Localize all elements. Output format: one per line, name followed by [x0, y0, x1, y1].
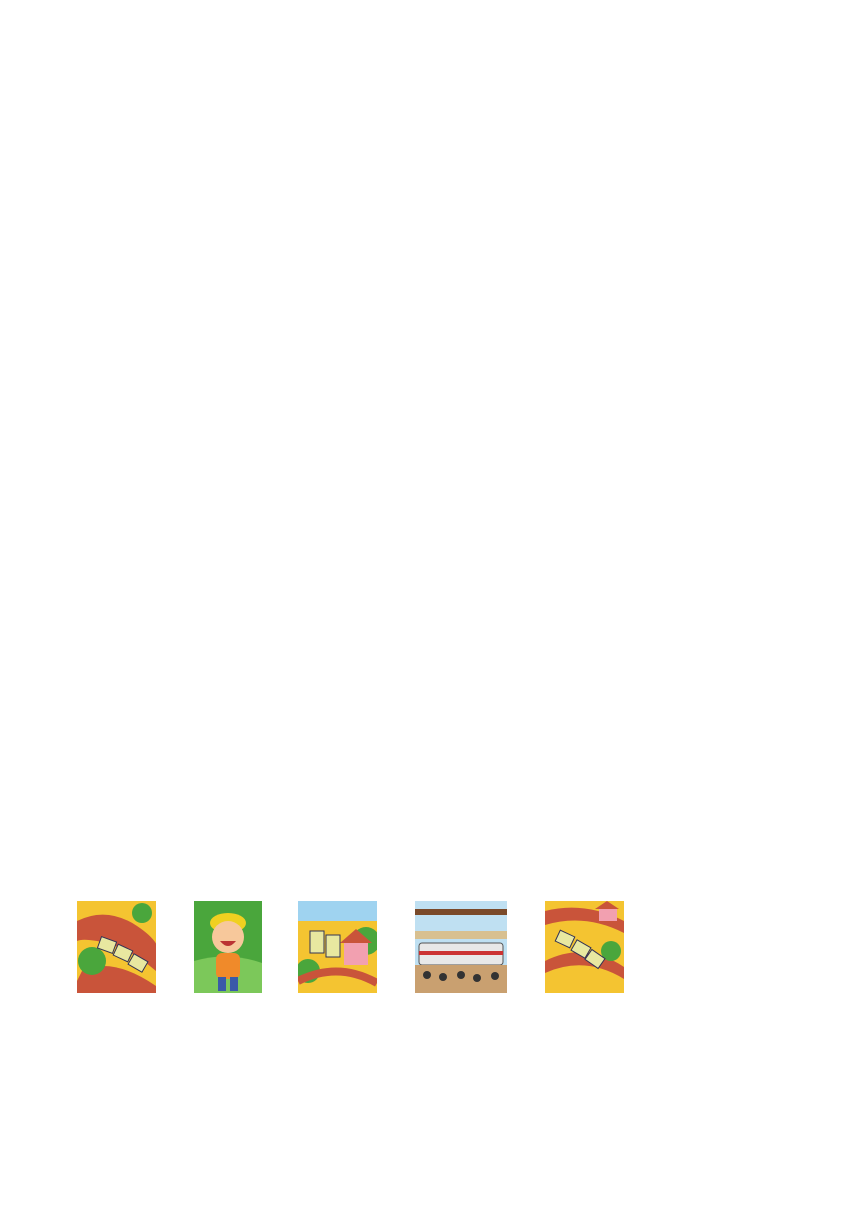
picture-train-near-house	[298, 901, 377, 993]
picture-train-on-track	[77, 901, 156, 993]
picture-train-up-hill	[545, 901, 624, 993]
picture-boy-laughing	[194, 901, 262, 993]
picture-station-platform	[415, 901, 507, 993]
